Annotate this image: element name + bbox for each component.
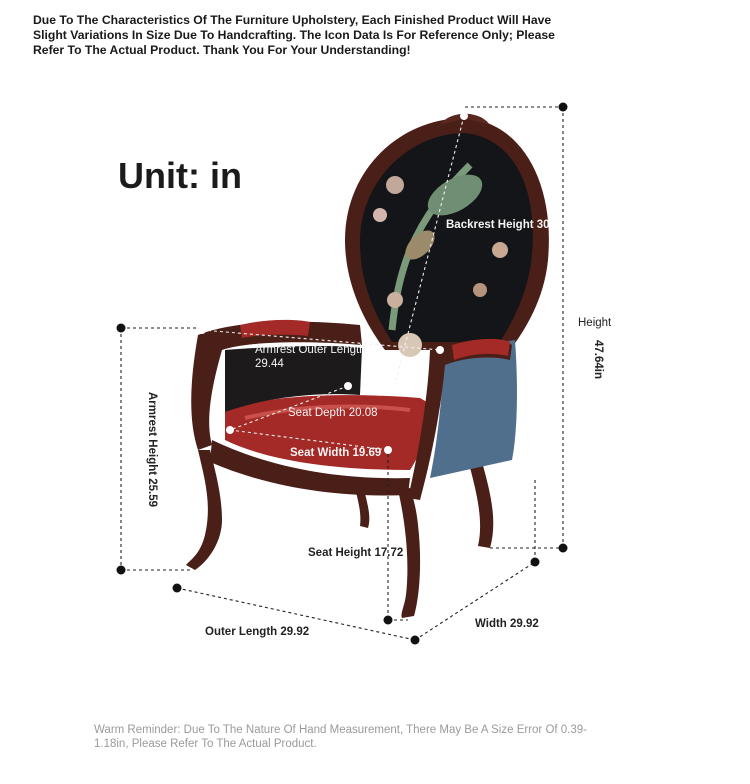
- dot-light: [344, 382, 352, 390]
- dot-light: [390, 384, 398, 392]
- warm-reminder-text: Warm Reminder: Due To The Nature Of Hand Measurement, There May Be A Size Error Of 0.39-1.18in, Please Refer To The Actual Product.: [94, 724, 588, 750]
- armrest-outer-length-label: Armrest Outer Length: [255, 344, 366, 356]
- dot: [117, 324, 126, 333]
- seat-depth-label: Seat Depth 20.08: [288, 407, 378, 419]
- dot: [173, 584, 182, 593]
- dot: [531, 558, 540, 567]
- armrest-outer-length-value: 29.44: [255, 358, 284, 370]
- dot: [117, 566, 126, 575]
- height-value-label: 47.64in: [592, 340, 604, 379]
- height-label: Height: [578, 317, 612, 329]
- chair-front-leg-left: [186, 450, 222, 570]
- dot-light: [460, 112, 468, 120]
- width-label: Width 29.92: [475, 618, 539, 630]
- dot: [559, 544, 568, 553]
- dot-light: [384, 446, 392, 454]
- dot-light: [436, 346, 444, 354]
- chair-back-leg: [468, 455, 493, 548]
- outer-length-label: Outer Length 29.92: [205, 626, 310, 638]
- dot-light: [226, 426, 234, 434]
- dot: [384, 616, 393, 625]
- unit-label: Unit: in: [118, 155, 242, 196]
- dot: [559, 103, 568, 112]
- disclaimer-text: Due To The Characteristics Of The Furniture Upholstery, Each Finished Product Will Have Slight Variations In Size Due To Handcrafting. The Icon Data Is For Reference Only; Please Refer To The Actual Product. Thank You For Your Understanding!: [33, 13, 555, 57]
- backrest-height-label: Backrest Height 30: [446, 219, 550, 231]
- dot-light: [198, 326, 206, 334]
- seat-height-label: Seat Height 17.72: [308, 547, 404, 559]
- dot: [411, 636, 420, 645]
- seat-width-label: Seat Width 19.69: [290, 447, 382, 459]
- armrest-height-label: Armrest Height 25.59: [146, 392, 158, 508]
